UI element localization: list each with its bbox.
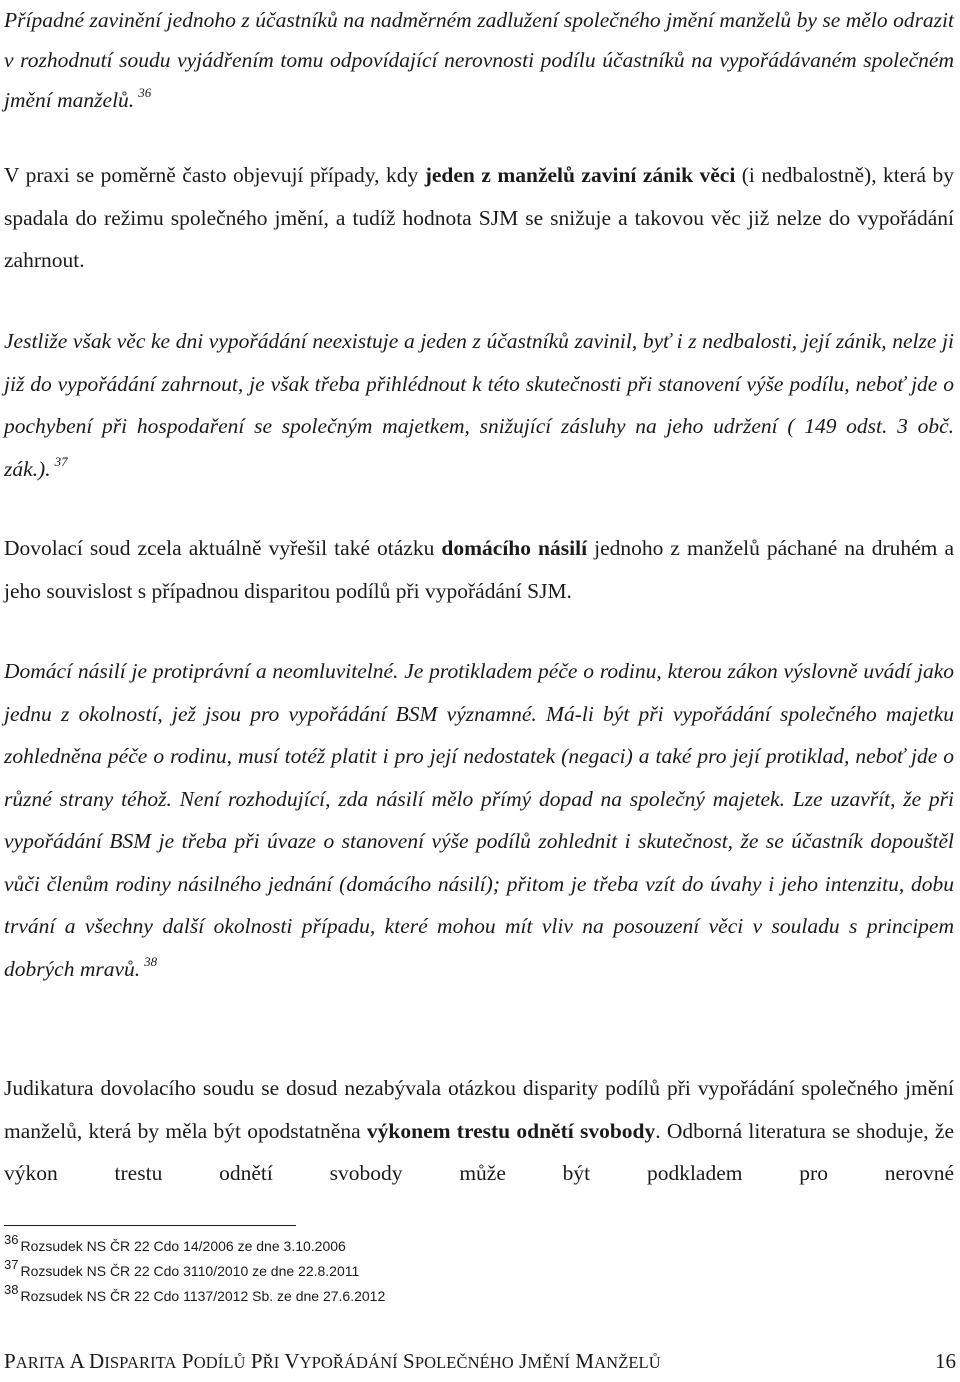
paragraph-zadluzeni (4, 0, 954, 123)
emphasis-text: domácího násilí (441, 536, 588, 560)
page-footer (4, 1349, 956, 1379)
paragraph-text: Domácí násilí je protiprávní a neomluvitelné. Je protikladem péče o rodinu, kterou zákon výslovně uvádí jako jednu z okolností, jež jsou pro vypořádání BSM významné. Má-li být při vypořádání společného majetku zohledněna péče o rodinu, musí totéž platit i pro její nedostatek (negaci) a také pro její protiklad, neboť jde o různé strany téhož. Není rozhodující, zda násilí mělo přímý dopad na společný majetek. Lze uzavřít, že při vypořádání BSM je třeba při úvaze o stanovení výše podílů zohlednit i skutečnost, že se účastník dopouštěl vůči členům rodiny násilného jednání (domácího násilí); přitom je třeba vzít do úvahy i jeho intenzitu, dobu trvání a všechny další okolnosti případu, které mohou mít vliv na posouzení věci v souladu s principem dobrých mravů. (4, 659, 954, 981)
paragraph-text: Dovolací soud zcela aktuálně vyřešil také otázku (4, 536, 442, 560)
footnote-text: Rozsudek NS ČR 22 Cdo 1137/2012 Sb. ze dne 27.6.2012 (20, 1288, 386, 1304)
paragraph-domaci-nasili (4, 527, 954, 612)
footnote-number: 36 (4, 1232, 19, 1247)
paragraph-text: (i nedbalostně), která by spadala do režimu společného jmění, a tudíž hodnota SJM se snižuje a takovou věc již nelze do vypořádání zahrnout. (4, 163, 954, 272)
page-number: 16 (935, 1349, 956, 1373)
paragraph-text: V praxi se poměrně často objevují případy, kdy (4, 163, 425, 187)
emphasis-text: jeden z manželů zaviní zánik věci (424, 163, 736, 187)
footnote-text: Rozsudek NS ČR 22 Cdo 3110/2010 ze dne 22.8.2011 (20, 1263, 360, 1279)
running-title: PARITA A DISPARITA PODÍLŮ PŘI VYPOŘÁDÁNÍ SPOLEČNÉHO JMĚNÍ MANŽELŮ (4, 1349, 661, 1373)
paragraph-zanik-veci (4, 154, 954, 282)
paragraph-text: jednoho z manželů páchané na druhém a jeho souvislost s případnou disparitou podílů při vypořádání SJM. (4, 536, 954, 603)
emphasis-text: výkonem trestu odnětí svobody (366, 1118, 656, 1143)
footnote-ref-37: 37 (54, 453, 68, 469)
footnote (4, 1234, 704, 1259)
paragraph-citace-zanik (4, 320, 954, 493)
footnote (4, 1284, 704, 1309)
paragraph-text: Judikatura dovolacího soudu se dosud nezabývala otázkou disparity podílů při vypořádání společného jmění manželů, která by měla být opodstatněna (4, 1076, 954, 1143)
footnotes (4, 1234, 704, 1309)
footnote-number: 37 (4, 1257, 19, 1272)
paragraph-text: . Odborná literatura se shoduje, že výkon trestu odnětí svobody může být podkladem pro nerovné (4, 1118, 954, 1185)
footnote-ref-36: 36 (138, 85, 152, 100)
paragraph-text: Případné zavinění jednoho z účastníků na nadměrném zadlužení společného jmění manželů by se mělo odrazit v rozhodnutí soudu vyjádřením tomu odpovídající nerovnosti podílu účastníků na vypořádávaném společném jmění manželů. (4, 8, 954, 112)
footnote-separator (4, 1225, 296, 1226)
footnote-text: Rozsudek NS ČR 22 Cdo 14/2006 ze dne 3.10.2006 (20, 1238, 346, 1254)
paragraph-trest (4, 1067, 954, 1195)
footnote-ref-38: 38 (144, 953, 158, 969)
footnote-number: 38 (4, 1282, 19, 1297)
paragraph-citace-nasili (4, 650, 954, 993)
paragraph-text: Jestliže však věc ke dni vypořádání neexistuje a jeden z účastníků zavinil, byť i z nedbalosti, její zánik, nelze ji již do vypořádání zahrnout, je však třeba přihlédnout k této skutečnosti při stanovení výše podílu, neboť jde o pochybení při hospodaření se společným majetkem, snižující zásluhy na jeho udržení ( 149 odst. 3 obč. zák.). (4, 329, 954, 481)
footnote (4, 1259, 704, 1284)
